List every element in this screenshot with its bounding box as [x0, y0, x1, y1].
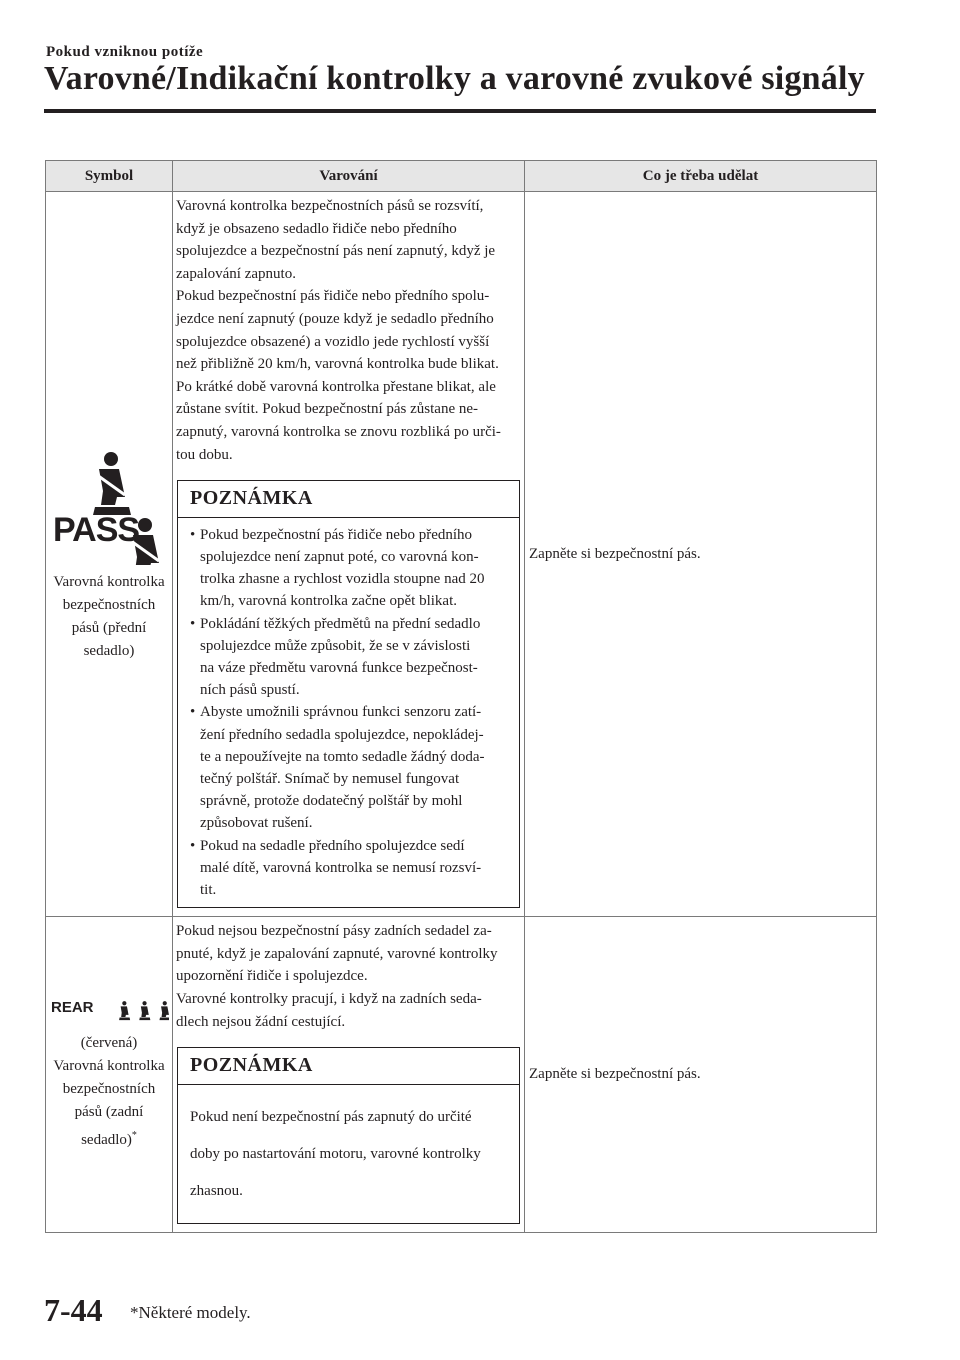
text-line: Pokud není bezpečnostní pás zapnutý do určité [190, 1108, 472, 1125]
note-title: POZNÁMKA [178, 1048, 519, 1085]
bullet-dot: • [190, 526, 196, 543]
rear-word: REAR [51, 998, 94, 1016]
seatbelt-warning-pass-icon [49, 445, 169, 565]
text-line: Varovná kontrolka bezpečnostních pásů se rozsvítí, [176, 198, 484, 214]
text-line: Pokud bezpečnostní pás řidiče nebo předního spolu- [176, 288, 490, 305]
text-line: Varovné kontrolky pracují, i když na zadních seda- [176, 990, 482, 1007]
bullet-line: Pokud bezpečnostní pás řidiče nebo předního [200, 526, 473, 543]
text-line: doby po nastartování motoru, varovné kontrolky [190, 1145, 481, 1162]
text-line: zapnutý, varovná kontrolka se znovu rozbliká po urči- [176, 423, 501, 440]
text-line: pnuté, když je zapalování zapnuté, varovné kontrolky [176, 945, 498, 962]
text-line: zapalování zapnuto. [176, 265, 296, 282]
text-line: když je obsazeno sedadlo řidiče nebo předního [176, 220, 457, 237]
bullet-line: žení předního sedadla spolujezdce, nepokládej- [200, 726, 484, 743]
note-body [178, 1085, 519, 1224]
section-label: Pokud vzniknou potíže [46, 44, 204, 60]
action-cell: Zapněte si bezpečnostní pás. [525, 192, 877, 917]
symbol-label: Varovná kontrolka bezpečnostních pásů (zadní sedadlo)* [53, 1057, 165, 1148]
note-bullet [190, 835, 505, 902]
text-line: jezdce není zapnutý (pouze když je sedadlo předního [176, 310, 494, 327]
bullet-line: Pokud na sedadle předního spolujezdce sedí [200, 837, 465, 854]
table-row [46, 192, 877, 917]
column-header-symbol: Symbol [46, 161, 173, 192]
bullet-line: te a nepoužívejte na tomto sedadle žádný doda- [200, 748, 485, 765]
column-header-action: Co je třeba udělat [525, 161, 877, 192]
note-body [178, 518, 519, 907]
asterisk: * [131, 1129, 137, 1141]
rear-seatbelt-warning-icon [49, 998, 169, 1024]
note-box [177, 480, 520, 908]
title-rule [44, 109, 876, 113]
rear-seatbelt-icons [108, 998, 169, 1024]
bullet-line: na váze předmětu varovná funkce bezpečnost- [200, 659, 478, 676]
footnote: *Některé modely. [130, 1303, 251, 1322]
table-row [46, 917, 877, 1233]
text-line: tou dobu. [176, 446, 233, 463]
warning-text [176, 920, 521, 1033]
bullet-line: ních pásů spustí. [200, 682, 300, 699]
symbol-color-label: (červená) [80, 1034, 138, 1051]
pass-word: PASS [53, 511, 140, 550]
page-title: Varovné/Indikační kontrolky a varovné zvukové signály [44, 60, 865, 97]
bullet-line: způsobovat rušení. [200, 815, 313, 832]
text-line: spolujezdce a bezpečnostní pás není zapnutý, když je [176, 243, 496, 260]
text-line: zhasnou. [190, 1183, 243, 1200]
text-line: než přibližně 20 km/h, varovná kontrolka bude blikat. [176, 356, 499, 373]
symbol-cell [46, 192, 173, 917]
text-line: Pokud nejsou bezpečnostní pásy zadních sedadel za- [176, 923, 492, 940]
bullet-line: Pokládání těžkých předmětů na přední sedadlo [200, 615, 481, 632]
bullet-line: tečný polštář. Snímač by nemusel fungovat [200, 770, 460, 787]
text-line: dlech nejsou žádní cestující. [176, 1013, 346, 1030]
symbol-cell [46, 917, 173, 1233]
bullet-dot: • [190, 704, 196, 721]
bullet-line: správně, protože dodatečný polštář by mohl [200, 793, 463, 810]
warning-cell [173, 917, 525, 1233]
text-line: upozornění řidiče i spolujezdce. [176, 968, 368, 985]
bullet-line: tit. [200, 881, 217, 898]
note-bullet [190, 524, 505, 613]
bullet-dot: • [190, 615, 196, 632]
column-header-warning: Varování [173, 161, 525, 192]
text-line: zůstane svítit. Pokud bezpečnostní pás zůstane ne- [176, 401, 479, 418]
bullet-dot: • [190, 837, 196, 854]
note-box [177, 1047, 520, 1224]
note-bullet [190, 701, 505, 834]
note-bullet [190, 613, 505, 702]
page-number: 7-44 [44, 1292, 103, 1328]
bullet-line: Abyste umožnili správnou funkci senzoru zatí- [200, 704, 482, 721]
bullet-line: spolujezdce může způsobit, že se v závislosti [200, 637, 471, 654]
table-header-row [46, 161, 877, 192]
text-line: spolujezdce obsazené) a vozidlo jede rychlostí vyšší [176, 333, 490, 350]
bullet-line: malé dítě, varovná kontrolka se nemusí rozsví- [200, 859, 482, 876]
warning-text [176, 195, 521, 466]
warning-cell [173, 192, 525, 917]
symbol-label: Varovná kontrolka bezpečnostních pásů (přední sedadlo) [53, 574, 165, 660]
bullet-line: km/h, varovná kontrolka začne opět blikat. [200, 593, 457, 610]
note-title: POZNÁMKA [178, 481, 519, 518]
text-line: Po krátké době varovná kontrolka přestane blikat, ale [176, 378, 496, 395]
action-cell: Zapněte si bezpečnostní pás. [525, 917, 877, 1233]
bullet-line: spolujezdce není zapnut poté, co varovná kon- [200, 548, 479, 565]
warning-lights-table [45, 160, 877, 1233]
bullet-line: trolka zhasne a rychlost vozidla stoupne nad 20 [200, 571, 485, 588]
